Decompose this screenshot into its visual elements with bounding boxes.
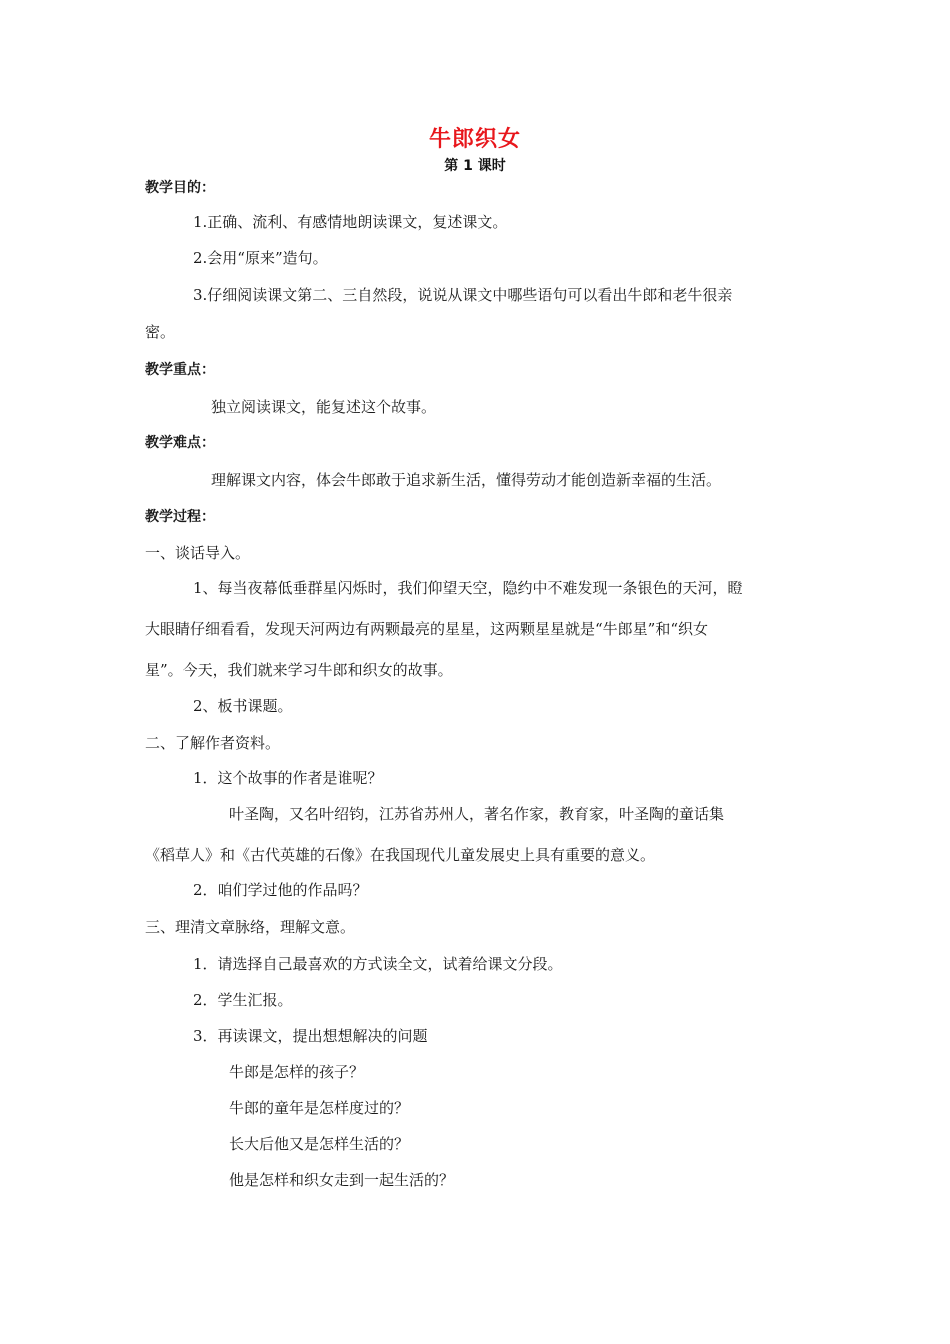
question-item: 牛郎的童年是怎样度过的？ bbox=[229, 1099, 410, 1117]
goals-heading: 教学目的： bbox=[145, 180, 215, 196]
question-line: 1．这个故事的作者是谁呢？ bbox=[193, 769, 383, 787]
document-title: 牛郎织女 bbox=[428, 127, 521, 152]
paragraph-line: 大眼睛仔细看看，发现天河两边有两颗最亮的星星，这两颗星星就是“牛郎星”和“织女 bbox=[145, 620, 709, 638]
difficulty-heading: 教学难点： bbox=[145, 435, 215, 451]
focus-text: 独立阅读课文，能复述这个故事。 bbox=[211, 398, 437, 416]
step-line: 1．请选择自己最喜欢的方式读全文，试着给课文分段。 bbox=[193, 955, 563, 973]
question-line: 2．咱们学过他的作品吗？ bbox=[193, 881, 368, 899]
answer-line: 《稻草人》和《古代英雄的石像》在我国现代儿童发展史上具有重要的意义。 bbox=[145, 846, 656, 864]
section-title: 三、理清文章脉络，理解文意。 bbox=[145, 918, 356, 936]
section-title: 二、了解作者资料。 bbox=[145, 734, 281, 752]
paragraph-line: 1、每当夜幕低垂群星闪烁时，我们仰望天空，隐约中不难发现一条银色的天河，瞪 bbox=[193, 579, 743, 597]
question-item: 他是怎样和织女走到一起生活的？ bbox=[229, 1171, 455, 1189]
answer-line: 叶圣陶，又名叶绍钧，江苏省苏州人，著名作家，教育家，叶圣陶的童话集 bbox=[229, 805, 725, 823]
goal-item: 2.会用“原来”造句。 bbox=[193, 249, 328, 267]
lesson-number: 第 1 课时 bbox=[444, 158, 506, 174]
goal-item-continued: 密。 bbox=[145, 323, 176, 341]
question-item: 牛郎是怎样的孩子？ bbox=[229, 1063, 365, 1081]
step-line: 3．再读课文，提出想想解决的问题 bbox=[193, 1027, 428, 1045]
step-line: 2．学生汇报。 bbox=[193, 991, 293, 1009]
paragraph-line: 星”。今天，我们就来学习牛郎和织女的故事。 bbox=[145, 661, 453, 679]
goal-item: 1.正确、流利、有感情地朗读课文，复述课文。 bbox=[193, 213, 508, 231]
question-item: 长大后他又是怎样生活的？ bbox=[229, 1135, 410, 1153]
paragraph-line: 2、板书课题。 bbox=[193, 697, 293, 715]
goal-item: 3.仔细阅读课文第二、三自然段，说说从课文中哪些语句可以看出牛郎和老牛很亲 bbox=[193, 286, 733, 304]
section-title: 一、谈话导入。 bbox=[145, 544, 251, 562]
focus-heading: 教学重点： bbox=[145, 362, 215, 378]
process-heading: 教学过程： bbox=[145, 509, 215, 525]
difficulty-text: 理解课文内容，体会牛郎敢于追求新生活，懂得劳动才能创造新幸福的生活。 bbox=[211, 471, 722, 489]
